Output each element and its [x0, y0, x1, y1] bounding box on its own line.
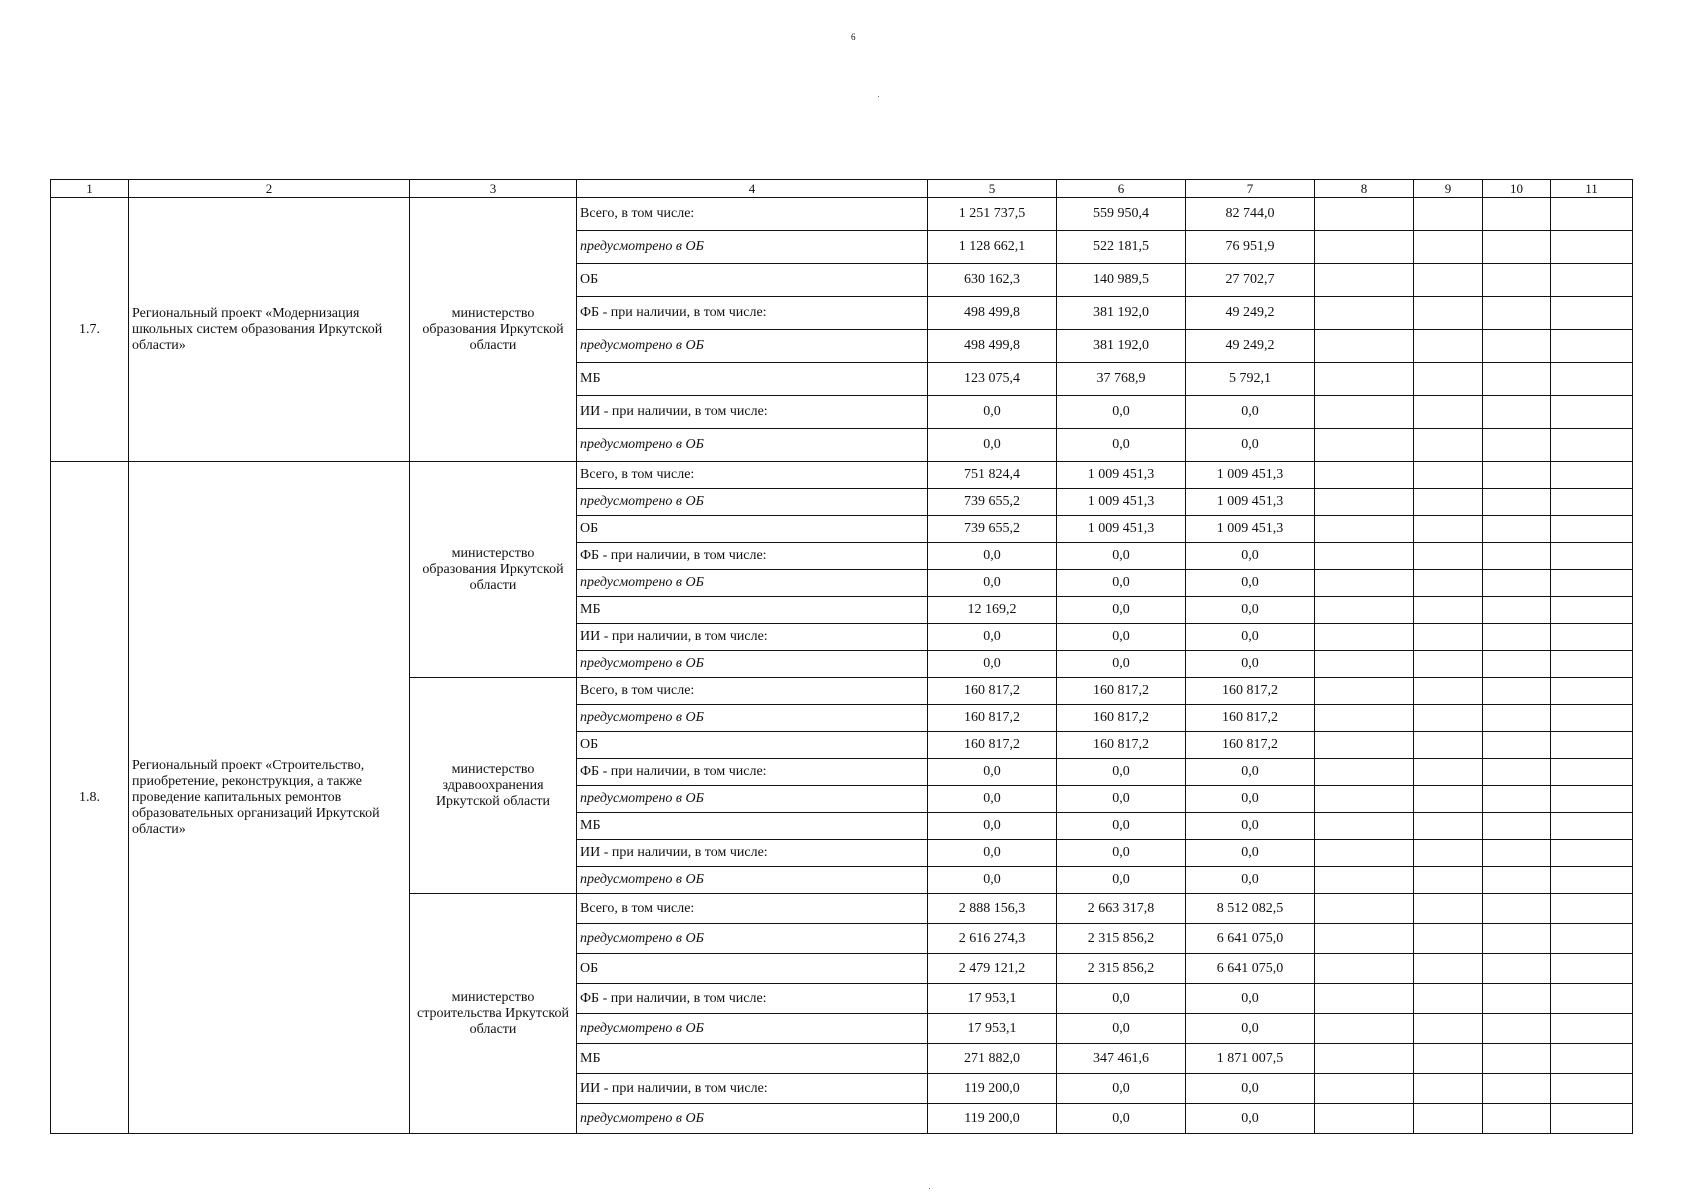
amount-cell-7: 1 009 451,3 — [1186, 489, 1315, 516]
amount-cell-5: 630 162,3 — [928, 264, 1057, 297]
empty-cell-11 — [1551, 570, 1633, 597]
empty-cell-10 — [1483, 489, 1551, 516]
empty-cell-10 — [1483, 363, 1551, 396]
empty-cell-10 — [1483, 1014, 1551, 1044]
funding-source-label: ФБ - при наличии, в том числе: — [577, 984, 928, 1014]
amount-cell-5: 0,0 — [928, 570, 1057, 597]
amount-cell-7: 82 744,0 — [1186, 198, 1315, 231]
empty-cell-11 — [1551, 597, 1633, 624]
page-number: 6 — [851, 32, 856, 42]
empty-cell-9 — [1414, 924, 1483, 954]
amount-cell-6: 0,0 — [1057, 984, 1186, 1014]
amount-cell-5: 17 953,1 — [928, 984, 1057, 1014]
amount-cell-7: 0,0 — [1186, 984, 1315, 1014]
empty-cell-8 — [1315, 597, 1414, 624]
empty-cell-10 — [1483, 732, 1551, 759]
amount-cell-6: 559 950,4 — [1057, 198, 1186, 231]
empty-cell-9 — [1414, 570, 1483, 597]
empty-cell-10 — [1483, 984, 1551, 1014]
amount-cell-7: 0,0 — [1186, 543, 1315, 570]
table-row — [51, 462, 1633, 489]
amount-cell-6: 347 461,6 — [1057, 1044, 1186, 1074]
empty-cell-9 — [1414, 264, 1483, 297]
funding-source-label: МБ — [577, 363, 928, 396]
empty-cell-11 — [1551, 867, 1633, 894]
empty-cell-9 — [1414, 1044, 1483, 1074]
amount-cell-5: 119 200,0 — [928, 1104, 1057, 1134]
empty-cell-9 — [1414, 705, 1483, 732]
empty-cell-8 — [1315, 489, 1414, 516]
empty-cell-8 — [1315, 624, 1414, 651]
empty-cell-11 — [1551, 489, 1633, 516]
amount-cell-5: 1 251 737,5 — [928, 198, 1057, 231]
header-row — [51, 180, 1633, 198]
amount-cell-5: 0,0 — [928, 813, 1057, 840]
empty-cell-8 — [1315, 732, 1414, 759]
amount-cell-6: 522 181,5 — [1057, 231, 1186, 264]
column-header: 9 — [1414, 180, 1483, 198]
amount-cell-6: 0,0 — [1057, 1104, 1186, 1134]
empty-cell-11 — [1551, 705, 1633, 732]
amount-cell-5: 2 479 121,2 — [928, 954, 1057, 984]
amount-cell-7: 0,0 — [1186, 396, 1315, 429]
amount-cell-7: 49 249,2 — [1186, 330, 1315, 363]
executor-name: министерство образования Иркутской области — [410, 198, 577, 462]
funding-source-label: предусмотрено в ОБ — [577, 924, 928, 954]
empty-cell-10 — [1483, 1104, 1551, 1134]
empty-cell-9 — [1414, 732, 1483, 759]
funding-source-label: предусмотрено в ОБ — [577, 651, 928, 678]
empty-cell-11 — [1551, 1014, 1633, 1044]
project-name: Региональный проект «Строительство, приобретение, реконструкция, а также проведение капитальных ремонтов образовательных организаций Иркутской области» — [129, 462, 410, 1134]
empty-cell-9 — [1414, 1104, 1483, 1134]
amount-cell-7: 160 817,2 — [1186, 705, 1315, 732]
amount-cell-5: 751 824,4 — [928, 462, 1057, 489]
funding-source-label: ФБ - при наличии, в том числе: — [577, 297, 928, 330]
amount-cell-6: 0,0 — [1057, 396, 1186, 429]
amount-cell-6: 1 009 451,3 — [1057, 462, 1186, 489]
empty-cell-9 — [1414, 1014, 1483, 1044]
empty-cell-8 — [1315, 705, 1414, 732]
amount-cell-5: 160 817,2 — [928, 678, 1057, 705]
empty-cell-10 — [1483, 330, 1551, 363]
empty-cell-9 — [1414, 396, 1483, 429]
empty-cell-10 — [1483, 198, 1551, 231]
empty-cell-8 — [1315, 570, 1414, 597]
empty-cell-10 — [1483, 954, 1551, 984]
empty-cell-8 — [1315, 330, 1414, 363]
funding-source-label: предусмотрено в ОБ — [577, 489, 928, 516]
empty-cell-11 — [1551, 1044, 1633, 1074]
empty-cell-11 — [1551, 924, 1633, 954]
empty-cell-8 — [1315, 429, 1414, 462]
empty-cell-10 — [1483, 894, 1551, 924]
empty-cell-10 — [1483, 624, 1551, 651]
empty-cell-11 — [1551, 429, 1633, 462]
empty-cell-11 — [1551, 840, 1633, 867]
amount-cell-7: 0,0 — [1186, 1104, 1315, 1134]
amount-cell-6: 0,0 — [1057, 429, 1186, 462]
empty-cell-9 — [1414, 678, 1483, 705]
amount-cell-7: 0,0 — [1186, 624, 1315, 651]
empty-cell-9 — [1414, 543, 1483, 570]
empty-cell-9 — [1414, 429, 1483, 462]
amount-cell-6: 0,0 — [1057, 597, 1186, 624]
amount-cell-7: 0,0 — [1186, 570, 1315, 597]
amount-cell-5: 0,0 — [928, 429, 1057, 462]
column-header: 1 — [51, 180, 129, 198]
empty-cell-8 — [1315, 984, 1414, 1014]
funding-source-label: предусмотрено в ОБ — [577, 231, 928, 264]
amount-cell-5: 1 128 662,1 — [928, 231, 1057, 264]
column-header: 2 — [129, 180, 410, 198]
amount-cell-5: 0,0 — [928, 840, 1057, 867]
empty-cell-9 — [1414, 462, 1483, 489]
funding-source-label: предусмотрено в ОБ — [577, 429, 928, 462]
amount-cell-5: 2 888 156,3 — [928, 894, 1057, 924]
empty-cell-8 — [1315, 924, 1414, 954]
empty-cell-8 — [1315, 198, 1414, 231]
empty-cell-11 — [1551, 543, 1633, 570]
empty-cell-9 — [1414, 198, 1483, 231]
empty-cell-10 — [1483, 867, 1551, 894]
amount-cell-6: 381 192,0 — [1057, 330, 1186, 363]
funding-source-label: ОБ — [577, 954, 928, 984]
empty-cell-10 — [1483, 1044, 1551, 1074]
table-row — [51, 198, 1633, 231]
amount-cell-5: 12 169,2 — [928, 597, 1057, 624]
empty-cell-11 — [1551, 231, 1633, 264]
amount-cell-7: 0,0 — [1186, 1014, 1315, 1044]
empty-cell-11 — [1551, 1104, 1633, 1134]
amount-cell-7: 6 641 075,0 — [1186, 954, 1315, 984]
empty-cell-8 — [1315, 894, 1414, 924]
funding-source-label: ФБ - при наличии, в том числе: — [577, 543, 928, 570]
empty-cell-11 — [1551, 462, 1633, 489]
amount-cell-6: 2 315 856,2 — [1057, 954, 1186, 984]
empty-cell-9 — [1414, 516, 1483, 543]
column-header: 11 — [1551, 180, 1633, 198]
amount-cell-7: 1 009 451,3 — [1186, 462, 1315, 489]
empty-cell-9 — [1414, 813, 1483, 840]
amount-cell-5: 2 616 274,3 — [928, 924, 1057, 954]
empty-cell-10 — [1483, 597, 1551, 624]
empty-cell-9 — [1414, 759, 1483, 786]
empty-cell-8 — [1315, 840, 1414, 867]
amount-cell-6: 0,0 — [1057, 1074, 1186, 1104]
amount-cell-6: 0,0 — [1057, 543, 1186, 570]
funding-source-label: ИИ - при наличии, в том числе: — [577, 396, 928, 429]
empty-cell-8 — [1315, 516, 1414, 543]
amount-cell-6: 1 009 451,3 — [1057, 489, 1186, 516]
funding-source-label: Всего, в том числе: — [577, 894, 928, 924]
amount-cell-6: 0,0 — [1057, 1014, 1186, 1044]
empty-cell-10 — [1483, 786, 1551, 813]
amount-cell-7: 49 249,2 — [1186, 297, 1315, 330]
funding-source-label: Всего, в том числе: — [577, 198, 928, 231]
empty-cell-11 — [1551, 396, 1633, 429]
empty-cell-8 — [1315, 462, 1414, 489]
amount-cell-5: 0,0 — [928, 786, 1057, 813]
amount-cell-5: 123 075,4 — [928, 363, 1057, 396]
scan-speck — [929, 1188, 930, 1189]
empty-cell-9 — [1414, 330, 1483, 363]
empty-cell-9 — [1414, 489, 1483, 516]
empty-cell-11 — [1551, 198, 1633, 231]
empty-cell-11 — [1551, 651, 1633, 678]
empty-cell-10 — [1483, 462, 1551, 489]
empty-cell-9 — [1414, 894, 1483, 924]
empty-cell-8 — [1315, 264, 1414, 297]
empty-cell-8 — [1315, 1074, 1414, 1104]
amount-cell-7: 5 792,1 — [1186, 363, 1315, 396]
project-name: Региональный проект «Модернизация школьных систем образования Иркутской области» — [129, 198, 410, 462]
empty-cell-10 — [1483, 570, 1551, 597]
funding-source-label: предусмотрено в ОБ — [577, 570, 928, 597]
empty-cell-8 — [1315, 396, 1414, 429]
empty-cell-10 — [1483, 543, 1551, 570]
empty-cell-10 — [1483, 396, 1551, 429]
amount-cell-6: 37 768,9 — [1057, 363, 1186, 396]
empty-cell-10 — [1483, 813, 1551, 840]
amount-cell-7: 0,0 — [1186, 429, 1315, 462]
empty-cell-8 — [1315, 1044, 1414, 1074]
empty-cell-11 — [1551, 759, 1633, 786]
empty-cell-10 — [1483, 516, 1551, 543]
amount-cell-6: 0,0 — [1057, 651, 1186, 678]
amount-cell-7: 0,0 — [1186, 840, 1315, 867]
amount-cell-6: 0,0 — [1057, 840, 1186, 867]
funding-source-label: предусмотрено в ОБ — [577, 705, 928, 732]
empty-cell-9 — [1414, 597, 1483, 624]
column-header: 6 — [1057, 180, 1186, 198]
empty-cell-8 — [1315, 678, 1414, 705]
amount-cell-5: 0,0 — [928, 624, 1057, 651]
empty-cell-9 — [1414, 363, 1483, 396]
amount-cell-7: 0,0 — [1186, 786, 1315, 813]
amount-cell-6: 0,0 — [1057, 570, 1186, 597]
empty-cell-10 — [1483, 678, 1551, 705]
empty-cell-11 — [1551, 732, 1633, 759]
funding-source-label: ИИ - при наличии, в том числе: — [577, 1074, 928, 1104]
amount-cell-7: 6 641 075,0 — [1186, 924, 1315, 954]
empty-cell-11 — [1551, 516, 1633, 543]
amount-cell-5: 739 655,2 — [928, 516, 1057, 543]
empty-cell-8 — [1315, 1014, 1414, 1044]
amount-cell-6: 2 663 317,8 — [1057, 894, 1186, 924]
item-code: 1.7. — [51, 198, 129, 462]
funding-source-label: ОБ — [577, 264, 928, 297]
amount-cell-7: 0,0 — [1186, 867, 1315, 894]
amount-cell-5: 0,0 — [928, 651, 1057, 678]
empty-cell-11 — [1551, 786, 1633, 813]
empty-cell-9 — [1414, 1074, 1483, 1104]
amount-cell-7: 0,0 — [1186, 1074, 1315, 1104]
empty-cell-10 — [1483, 1074, 1551, 1104]
empty-cell-8 — [1315, 813, 1414, 840]
amount-cell-5: 0,0 — [928, 867, 1057, 894]
amount-cell-5: 498 499,8 — [928, 297, 1057, 330]
column-header: 8 — [1315, 180, 1414, 198]
empty-cell-8 — [1315, 543, 1414, 570]
amount-cell-6: 381 192,0 — [1057, 297, 1186, 330]
empty-cell-11 — [1551, 678, 1633, 705]
amount-cell-5: 739 655,2 — [928, 489, 1057, 516]
amount-cell-7: 1 009 451,3 — [1186, 516, 1315, 543]
empty-cell-9 — [1414, 954, 1483, 984]
empty-cell-8 — [1315, 297, 1414, 330]
empty-cell-11 — [1551, 894, 1633, 924]
empty-cell-9 — [1414, 231, 1483, 264]
empty-cell-10 — [1483, 231, 1551, 264]
amount-cell-7: 0,0 — [1186, 597, 1315, 624]
empty-cell-11 — [1551, 1074, 1633, 1104]
executor-name: министерство строительства Иркутской области — [410, 894, 577, 1134]
empty-cell-9 — [1414, 786, 1483, 813]
funding-source-label: предусмотрено в ОБ — [577, 786, 928, 813]
funding-source-label: ИИ - при наличии, в том числе: — [577, 840, 928, 867]
amount-cell-5: 0,0 — [928, 543, 1057, 570]
empty-cell-11 — [1551, 954, 1633, 984]
empty-cell-9 — [1414, 297, 1483, 330]
empty-cell-11 — [1551, 363, 1633, 396]
funding-source-label: МБ — [577, 597, 928, 624]
empty-cell-10 — [1483, 429, 1551, 462]
funding-source-label: ОБ — [577, 516, 928, 543]
empty-cell-9 — [1414, 867, 1483, 894]
funding-source-label: ФБ - при наличии, в том числе: — [577, 759, 928, 786]
scan-speck — [878, 96, 879, 97]
column-header: 7 — [1186, 180, 1315, 198]
funding-source-label: предусмотрено в ОБ — [577, 1104, 928, 1134]
funding-source-label: предусмотрено в ОБ — [577, 330, 928, 363]
empty-cell-9 — [1414, 984, 1483, 1014]
amount-cell-6: 0,0 — [1057, 813, 1186, 840]
empty-cell-11 — [1551, 984, 1633, 1014]
funding-source-label: МБ — [577, 1044, 928, 1074]
amount-cell-6: 140 989,5 — [1057, 264, 1186, 297]
amount-cell-7: 0,0 — [1186, 651, 1315, 678]
amount-cell-5: 271 882,0 — [928, 1044, 1057, 1074]
amount-cell-6: 0,0 — [1057, 624, 1186, 651]
item-code: 1.8. — [51, 462, 129, 1134]
empty-cell-10 — [1483, 924, 1551, 954]
amount-cell-7: 160 817,2 — [1186, 678, 1315, 705]
empty-cell-11 — [1551, 297, 1633, 330]
empty-cell-9 — [1414, 840, 1483, 867]
amount-cell-7: 0,0 — [1186, 813, 1315, 840]
amount-cell-7: 160 817,2 — [1186, 732, 1315, 759]
empty-cell-11 — [1551, 264, 1633, 297]
amount-cell-6: 0,0 — [1057, 786, 1186, 813]
empty-cell-11 — [1551, 330, 1633, 363]
empty-cell-8 — [1315, 786, 1414, 813]
funding-source-label: предусмотрено в ОБ — [577, 867, 928, 894]
executor-name: министерство здравоохранения Иркутской области — [410, 678, 577, 894]
funding-source-label: ОБ — [577, 732, 928, 759]
amount-cell-6: 160 817,2 — [1057, 705, 1186, 732]
empty-cell-8 — [1315, 759, 1414, 786]
amount-cell-5: 160 817,2 — [928, 705, 1057, 732]
amount-cell-6: 160 817,2 — [1057, 678, 1186, 705]
amount-cell-7: 27 702,7 — [1186, 264, 1315, 297]
empty-cell-8 — [1315, 363, 1414, 396]
funding-source-label: Всего, в том числе: — [577, 678, 928, 705]
empty-cell-10 — [1483, 651, 1551, 678]
column-header: 5 — [928, 180, 1057, 198]
amount-cell-7: 8 512 082,5 — [1186, 894, 1315, 924]
empty-cell-10 — [1483, 705, 1551, 732]
funding-source-label: ИИ - при наличии, в том числе: — [577, 624, 928, 651]
funding-source-label: Всего, в том числе: — [577, 462, 928, 489]
funding-source-label: МБ — [577, 813, 928, 840]
empty-cell-11 — [1551, 624, 1633, 651]
empty-cell-9 — [1414, 651, 1483, 678]
amount-cell-6: 2 315 856,2 — [1057, 924, 1186, 954]
budget-table — [50, 179, 1633, 1134]
amount-cell-5: 0,0 — [928, 759, 1057, 786]
empty-cell-8 — [1315, 867, 1414, 894]
amount-cell-6: 0,0 — [1057, 867, 1186, 894]
amount-cell-7: 0,0 — [1186, 759, 1315, 786]
empty-cell-10 — [1483, 840, 1551, 867]
amount-cell-7: 1 871 007,5 — [1186, 1044, 1315, 1074]
amount-cell-7: 76 951,9 — [1186, 231, 1315, 264]
column-header: 10 — [1483, 180, 1551, 198]
empty-cell-8 — [1315, 231, 1414, 264]
empty-cell-8 — [1315, 1104, 1414, 1134]
amount-cell-6: 0,0 — [1057, 759, 1186, 786]
amount-cell-5: 0,0 — [928, 396, 1057, 429]
empty-cell-10 — [1483, 297, 1551, 330]
amount-cell-6: 160 817,2 — [1057, 732, 1186, 759]
empty-cell-10 — [1483, 264, 1551, 297]
empty-cell-11 — [1551, 813, 1633, 840]
amount-cell-5: 498 499,8 — [928, 330, 1057, 363]
amount-cell-5: 17 953,1 — [928, 1014, 1057, 1044]
empty-cell-10 — [1483, 759, 1551, 786]
amount-cell-5: 119 200,0 — [928, 1074, 1057, 1104]
executor-name: министерство образования Иркутской области — [410, 462, 577, 678]
column-header: 3 — [410, 180, 577, 198]
amount-cell-6: 1 009 451,3 — [1057, 516, 1186, 543]
empty-cell-8 — [1315, 651, 1414, 678]
empty-cell-8 — [1315, 954, 1414, 984]
empty-cell-9 — [1414, 624, 1483, 651]
column-header: 4 — [577, 180, 928, 198]
funding-source-label: предусмотрено в ОБ — [577, 1014, 928, 1044]
amount-cell-5: 160 817,2 — [928, 732, 1057, 759]
